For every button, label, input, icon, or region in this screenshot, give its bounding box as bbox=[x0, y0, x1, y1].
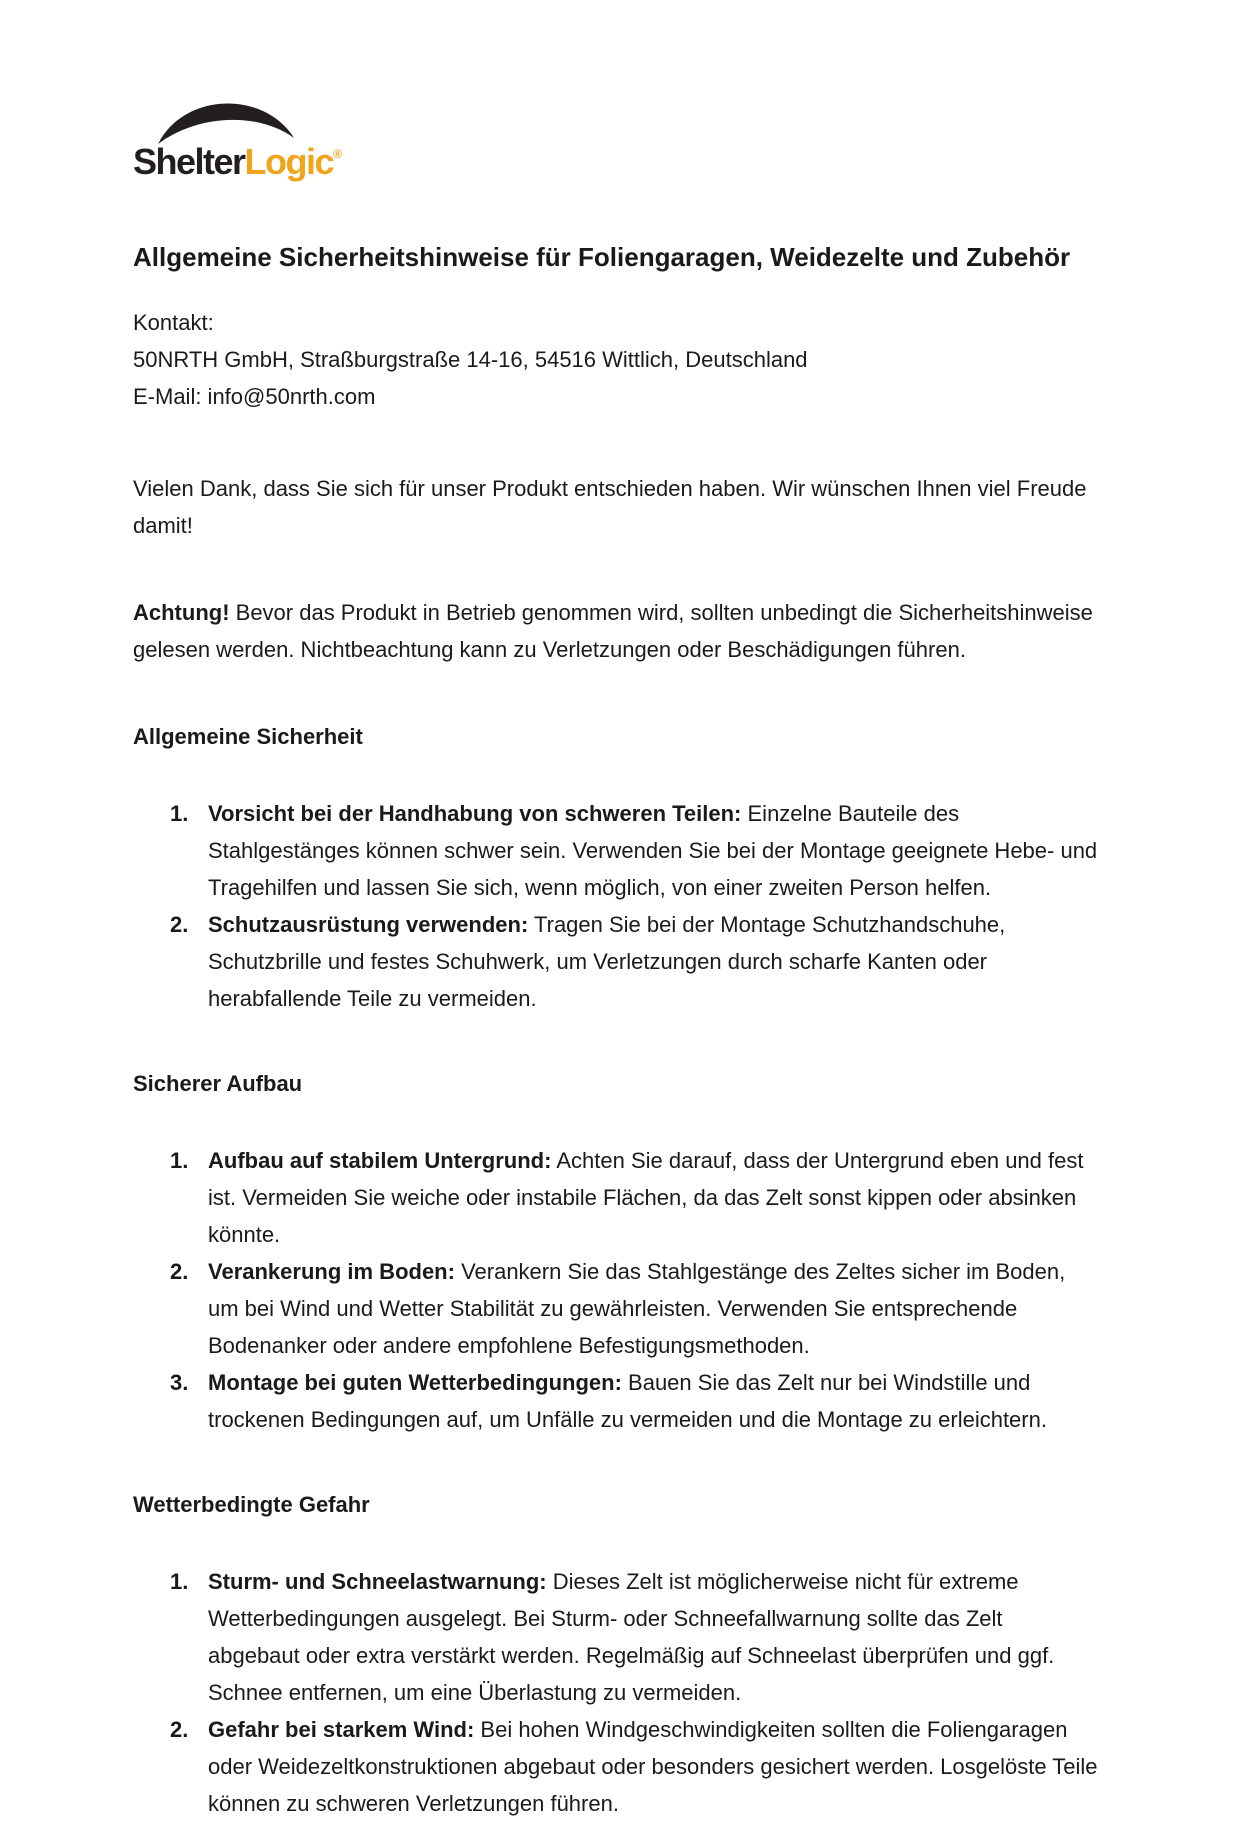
list-item-lead: Vorsicht bei der Handhabung von schweren Teilen: bbox=[208, 801, 742, 826]
list-wetterbedingte-gefahr bbox=[133, 1563, 1100, 1822]
list-item-lead: Sturm- und Schneelastwarnung: bbox=[208, 1569, 547, 1594]
contact-label: Kontakt: bbox=[133, 310, 214, 335]
list-item-body: Bei hohen Windgeschwindigkeiten sollten die Foliengaragen oder Weidezeltkonstruktionen abgebaut oder besonders gesichert werden. Losgelöste Teile können zu schweren Verletzungen führen. bbox=[208, 1717, 1098, 1816]
list-item-body: Einzelne Bauteile des Stahlgestänges können schwer sein. Verwenden Sie bei der Montage geeignete Hebe- und Tragehilfen und lassen Sie sich, wenn möglich, von einer zweiten Person helfen. bbox=[208, 801, 1098, 900]
registered-trademark-icon: ® bbox=[333, 147, 342, 161]
section-heading-sicherer-aufbau: Sicherer Aufbau bbox=[133, 1071, 303, 1096]
list-item-number: 2. bbox=[170, 1717, 189, 1742]
list-item-number: 2. bbox=[170, 912, 189, 937]
list-item-text bbox=[208, 1711, 1100, 1822]
page-title: Allgemeine Sicherheitshinweise für Foliengaragen, Weidezelte und Zubehör bbox=[133, 242, 1071, 272]
list-item bbox=[133, 1711, 1100, 1822]
list-item bbox=[133, 795, 1100, 906]
list-item-text bbox=[208, 1253, 1100, 1364]
list-sicherer-aufbau bbox=[133, 1142, 1100, 1438]
intro-paragraph: Vielen Dank, dass Sie sich für unser Produkt entschieden haben. Wir wünschen Ihnen viel Freude damit! bbox=[133, 476, 1087, 538]
list-item-body: Bauen Sie das Zelt nur bei Windstille und trockenen Bedingungen auf, um Unfälle zu vermeiden und die Montage zu erleichtern. bbox=[208, 1370, 1047, 1432]
list-item-number: 1. bbox=[170, 801, 189, 826]
list-item-text bbox=[208, 1563, 1100, 1711]
list-item-body: Achten Sie darauf, dass der Untergrund eben und fest ist. Vermeiden Sie weiche oder instabile Flächen, da das Zelt sonst kippen oder absinken könnte. bbox=[208, 1148, 1084, 1247]
list-item-number: 3. bbox=[170, 1370, 189, 1395]
list-item-body: Tragen Sie bei der Montage Schutzhandschuhe, Schutzbrille und festes Schuhwerk, um Verletzungen durch scharfe Kanten oder herabfallende Teile zu vermeiden. bbox=[208, 912, 1006, 1011]
logo-wordmark-logic: Logic bbox=[244, 141, 334, 182]
list-item-text bbox=[208, 1364, 1100, 1438]
list-item-number: 1. bbox=[170, 1569, 189, 1594]
list-item-number: 2. bbox=[170, 1259, 189, 1284]
list-item bbox=[133, 1563, 1100, 1711]
section-heading-allgemeine-sicherheit: Allgemeine Sicherheit bbox=[133, 724, 363, 749]
list-allgemeine-sicherheit bbox=[133, 795, 1100, 1017]
list-item bbox=[133, 1364, 1100, 1438]
warning-paragraph bbox=[133, 594, 1100, 668]
list-item-text bbox=[208, 795, 1100, 906]
list-item-lead: Gefahr bei starkem Wind: bbox=[208, 1717, 475, 1742]
warning-text: Bevor das Produkt in Betrieb genommen wird, sollten unbedingt die Sicherheitshinweise gelesen werden. Nichtbeachtung kann zu Verletzungen oder Beschädigungen führen. bbox=[133, 600, 1093, 662]
section-heading-wetterbedingte-gefahr: Wetterbedingte Gefahr bbox=[133, 1492, 370, 1517]
warning-lead: Achtung! bbox=[133, 600, 230, 625]
list-item-lead: Aufbau auf stabilem Untergrund: bbox=[208, 1148, 552, 1173]
contact-address: 50NRTH GmbH, Straßburgstraße 14-16, 54516 Wittlich, Deutschland bbox=[133, 347, 808, 372]
list-item-lead: Schutzausrüstung verwenden: bbox=[208, 912, 529, 937]
logo-wordmark-shelter: Shelter bbox=[133, 141, 245, 182]
list-item bbox=[133, 906, 1100, 1017]
list-item-lead: Montage bei guten Wetterbedingungen: bbox=[208, 1370, 622, 1395]
shelterlogic-logo bbox=[133, 88, 1100, 182]
contact-email: E-Mail: info@50nrth.com bbox=[133, 384, 376, 409]
logo-wordmark bbox=[133, 134, 1100, 182]
list-item-text bbox=[208, 906, 1100, 1017]
list-item-number: 1. bbox=[170, 1148, 189, 1173]
list-item-body: Dieses Zelt ist möglicherweise nicht für extreme Wetterbedingungen ausgelegt. Bei Sturm- oder Schneefallwarnung sollte das Zelt abgebaut oder extra verstärkt werden. Regelmäßig auf Schneelast überprüfen und ggf. Schnee entfernen, um eine Überlastung zu vermeiden. bbox=[208, 1569, 1055, 1705]
list-item-body: Verankern Sie das Stahlgestänge des Zeltes sicher im Boden, um bei Wind und Wetter Stabilität zu gewährleisten. Verwenden Sie entsprechende Bodenanker oder andere empfohlene Befestigungsmethoden. bbox=[208, 1259, 1066, 1358]
contact-block bbox=[133, 304, 1100, 415]
list-item bbox=[133, 1142, 1100, 1253]
list-item bbox=[133, 1253, 1100, 1364]
list-item-lead: Verankerung im Boden: bbox=[208, 1259, 455, 1284]
list-item-text bbox=[208, 1142, 1100, 1253]
